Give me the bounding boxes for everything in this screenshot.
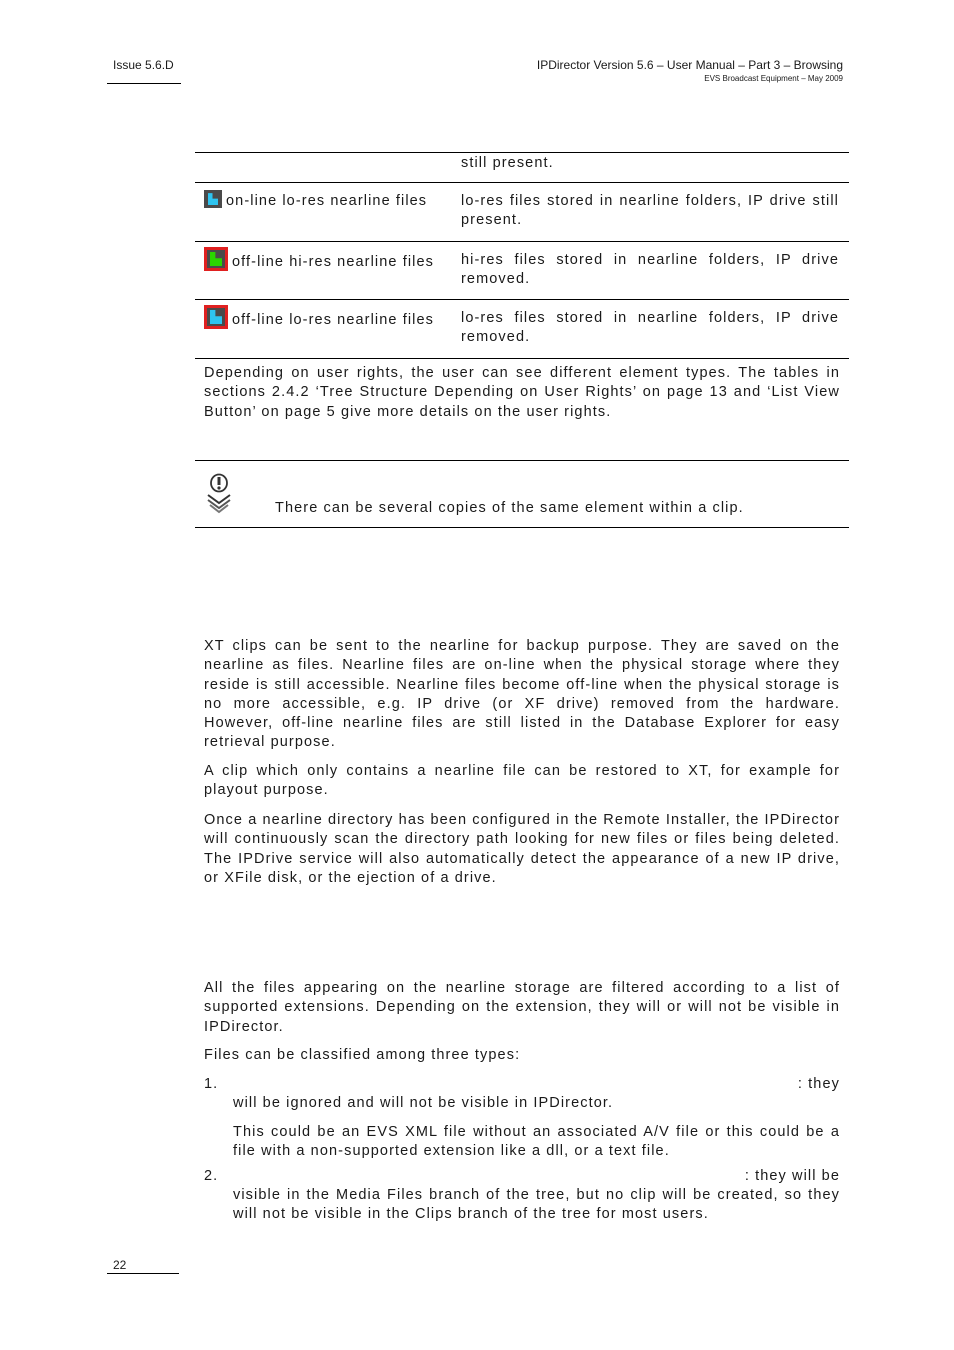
document-title: IPDirector Version 5.6 – User Manual – Part 3 – Browsing — [536, 58, 843, 72]
table-cell-description: still present. — [461, 155, 554, 171]
nearline-paragraph-2: A clip which only contains a nearline file can be restored to XT, for example for playout purpose. — [204, 763, 840, 799]
row-label: off-line lo-res nearline files — [232, 311, 434, 328]
table-cell-description: hi-res files stored in nearline folders, IP drive removed. — [461, 252, 839, 288]
row-label: off-line hi-res nearline files — [232, 253, 434, 270]
list-item-1-tail: : they — [797, 1076, 840, 1092]
list-item-2-number: 2. — [204, 1168, 219, 1184]
table-row — [195, 182, 849, 241]
offline-hires-icon — [204, 247, 228, 271]
document-subtitle: EVS Broadcast Equipment – May 2009 — [704, 74, 843, 83]
filter-paragraph-1: All the files appearing on the nearline storage are filtered according to a list of supported extensions. Depending on the extension, they will or will not be visible in IPDirector. — [204, 980, 840, 1035]
document-header — [537, 58, 843, 83]
filter-paragraph-2: Files can be classified among three types: — [204, 1047, 521, 1063]
row-label: on-line lo-res nearline files — [226, 193, 428, 209]
nearline-paragraph-1: XT clips can be sent to the nearline for backup purpose. They are saved on the nearline as files. Nearline files are on-line when the physical storage where they reside is still accessible. Nearline files become off-line when the physical storage is no more accessible, e.g. IP drive (or XF drive) removed from the hardware. However, off-line nearline files are still listed in the Database Explorer for easy retrieval purpose. — [204, 638, 840, 751]
table-cell-label — [204, 250, 434, 274]
note-text: There can be several copies of the same element within a clip. — [275, 500, 744, 516]
note-icon — [204, 473, 234, 515]
footer-rule — [107, 1273, 179, 1274]
table-row — [195, 241, 849, 299]
user-rights-paragraph: Depending on user rights, the user can see different element types. The tables in sections 2.4.2 ‘Tree Structure Depending on User Rights’ on page 13 and ‘List View Button’ on page 5 give more details on the user rights. — [204, 365, 840, 420]
online-lores-icon — [204, 190, 222, 208]
header-rule — [107, 83, 181, 84]
note-box — [195, 460, 849, 528]
table-row — [195, 299, 849, 359]
list-item-1-text: will be ignored and will not be visible in IPDirector. — [233, 1095, 614, 1111]
table-cell-label — [204, 192, 427, 211]
list-item-1-number: 1. — [204, 1076, 219, 1092]
table-row — [195, 152, 849, 182]
list-item-1-extra: This could be an EVS XML file without an associated A/V file or this could be a file with a non-supported extension like a dll, or a text file. — [233, 1124, 840, 1160]
page-number: 22 — [113, 1258, 127, 1272]
table-cell-description: lo-res files stored in nearline folders, IP drive still present. — [461, 193, 839, 229]
table-cell-description: lo-res files stored in nearline folders, IP drive removed. — [461, 310, 839, 346]
issue-label: Issue 5.6.D — [113, 58, 174, 72]
offline-lores-icon — [204, 305, 228, 329]
element-type-table — [195, 152, 849, 359]
table-cell-label — [204, 308, 434, 332]
nearline-paragraph-3: Once a nearline directory has been configured in the Remote Installer, the IPDirector will continuously scan the directory path looking for new files or files being deleted. The IPDrive service will also automatically detect the appearance of a new IP drive, or XFile disk, or the ejection of a drive. — [204, 812, 840, 886]
list-item-2-text: visible in the Media Files branch of the tree, but no clip will be created, so they will not be visible in the Clips branch of the tree for most users. — [233, 1187, 840, 1223]
list-item-2-tail: : they will be — [744, 1168, 840, 1184]
